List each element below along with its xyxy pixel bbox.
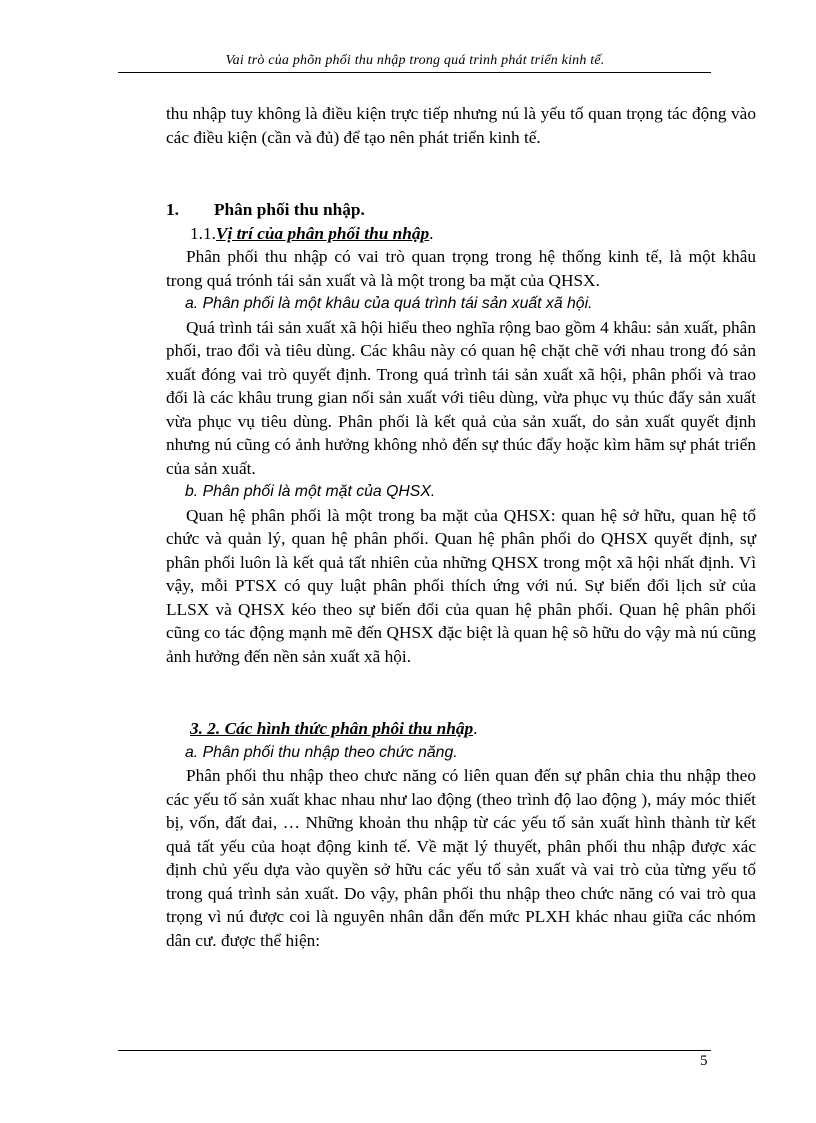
paragraph-a-1: Quá trình tái sản xuất xã hội hiểu theo nghĩa rộng bao gồm 4 khâu: sản xuất, phân phối, trao đổi và tiêu dùng. Các khâu này có quan hệ chặt chẽ với nhau trong đó sản xuất đóng vai trò quyết định. Trong quá trình tái sản xuất xã hội, phân phối và trao đổi là các khâu trung gian nối sản xuất với tiêu dùng, vừa phục vụ thúc đẩy sản xuất vừa phục vụ tiêu dùng. Phân phối là kết quả của sản xuất, do sản xuất quyết định nhưng nú cũng có ảnh hưởng không nhỏ đến sự thúc đẩy hoặc kìm hãm sự phát triển của sản xuất.	[166, 317, 756, 478]
subsection-3-2-trail: .	[473, 719, 478, 738]
intro-paragraph: thu nhập tuy không là điều kiện trực tiếp nhưng nú là yếu tố quan trọng tác động vào các điều kiện (cần và đủ) để tạo nên phát triển kinh tế.	[166, 104, 756, 147]
paragraph-a-2: Phân phối thu nhập theo chưc năng có liên quan đến sự phân chia thu nhập theo các yếu tố sản xuất khac nhau như lao động (theo trình độ lao động ), máy móc thiết bị, vốn, đất đai, … Những khoản thu nhập từ các yếu tố sản xuất hình thành từ kết quả tất yếu của hoạt động kinh tế. Về mặt lý thuyết, phân phối thu nhập được xác định chủ yếu dựa vào quyền sở hữu các yếu tố sản xuất và vai trò của từng yếu tố trong quá trình sản xuất. Do vậy, phân phối thu nhập theo chức năng có vai trò qua trọng vì nú được coi là nguyên nhân dẫn đến mức PLXH khác nhau giữa các nhóm dân cư. được thể hiện:	[166, 766, 756, 950]
subsection-heading-1-1	[166, 222, 756, 246]
section-title: Phân phối thu nhập.	[214, 200, 365, 219]
header-divider	[118, 72, 711, 73]
page-body	[166, 102, 756, 952]
footer-divider	[118, 1050, 711, 1051]
paragraph-1-1: Phân phối thu nhập có vai trò quan trọng trong hệ thống kinh tế, là một khâu trong quá trónh tái sản xuất và là một trong ba mặt của QHSX.	[166, 247, 756, 290]
subsection-heading-3-2	[166, 717, 756, 741]
section-heading-1	[166, 198, 756, 222]
paragraph-b-1: Quan hệ phân phối là một trong ba mặt của QHSX: quan hệ sở hữu, quan hệ tổ chức và quản lý, quan hệ phân phối. Quan hệ phân phối do QHSX quyết định, sự phân phối luôn là kết quả tất nhiên của những QHSX trong một xã hội nhất định. Vì vậy, mỗi PTSX có quy luật phân phối thích ứng với nú. Sự biến đổi lịch sử của LLSX và QHSX kéo theo sự biến đổi của quan hệ phân phối. Quan hệ phân phối cũng co tác động mạnh mẽ đến QHSX đặc biệt là quan hệ sõ hữu do vậy mà nú cũng ảnh hưởng đến nền sản xuất xã hội.	[166, 505, 756, 666]
page-number: 5	[700, 1053, 708, 1069]
subsection-trail: .	[429, 223, 434, 243]
subsection-number: 1.1.	[190, 223, 216, 243]
section-number: 1.	[166, 200, 179, 219]
list-item-b-1: b. Phân phối là một mặt của QHSX.	[185, 483, 436, 500]
subsection-3-2-title: 3. 2. Các hình thức phân phôi thu nhập	[190, 719, 474, 738]
list-item-a-2: a. Phân phối thu nhập theo chức năng.	[185, 743, 458, 761]
subsection-title: Vị trí của phân phối thu nhập	[215, 223, 430, 243]
running-header: Vai trò của phõn phối thu nhập trong quá trình phát triển kinh tế.	[225, 53, 605, 68]
list-item-a-1: a. Phân phối là một khâu của quá trình tái sản xuất xã hội.	[185, 295, 593, 312]
